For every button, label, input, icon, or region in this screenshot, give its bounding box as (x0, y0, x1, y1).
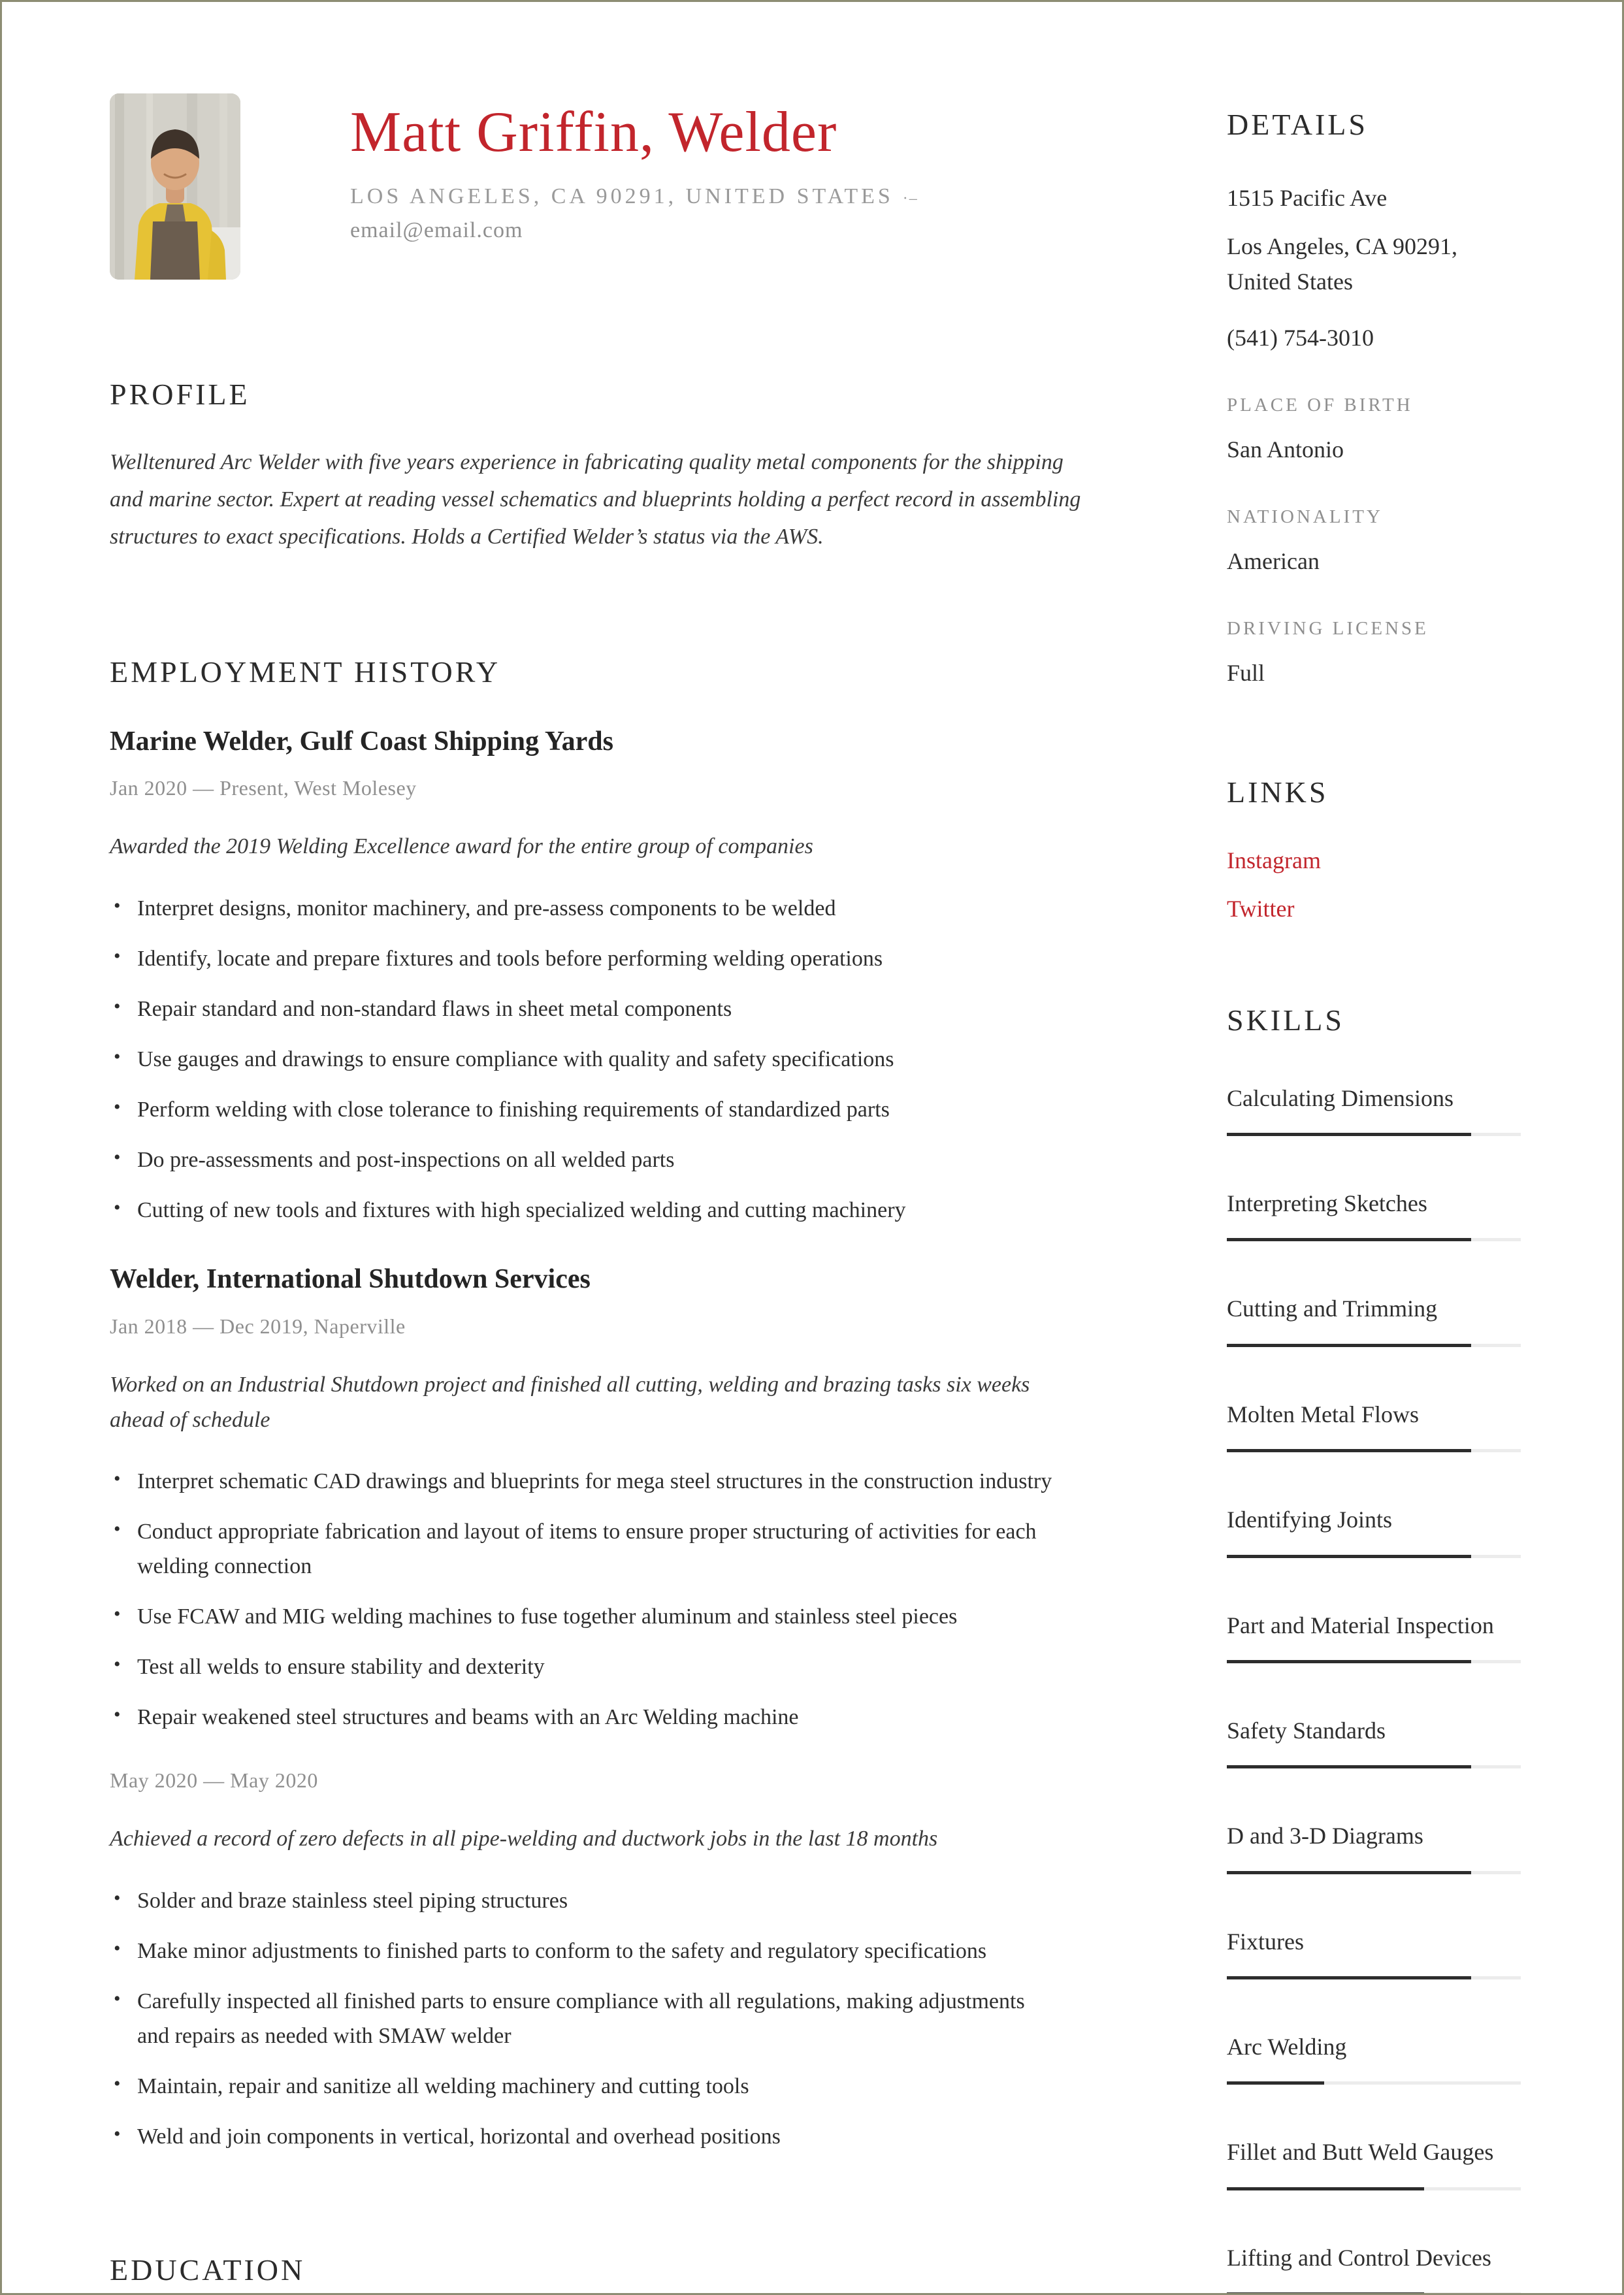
address-line1: 1515 Pacific Ave (1227, 185, 1388, 212)
job-summary: Worked on an Industrial Shutdown project and finished all cutting, welding and brazing tasks six weeks ahead of schedule (110, 1372, 1030, 1432)
phone-number: (541) 754-3010 (1227, 325, 1374, 351)
skill-level-fill (1227, 1555, 1471, 1558)
job-bullet: • Cutting of new tools and fixtures with high specialized welding and cutting machinery (110, 1193, 1057, 1228)
skill-level-fill (1227, 1871, 1471, 1874)
twitter-link[interactable]: Twitter (1227, 896, 1295, 922)
job-bullet: • Interpret designs, monitor machinery, and pre-assess components to be welded (110, 891, 1057, 926)
skill-level-bar (1227, 1133, 1521, 1136)
education-heading: EDUCATION (110, 2253, 306, 2287)
skill-label: Safety Standards (1227, 1717, 1386, 1744)
profile-text: Welltenured Arc Welder with five years experience in fabricating quality metal components for the shipping and marine sector. Expert at reading vessel schematics and blueprints holding a perfect record in assembling structures to exact specifications. Holds a Certified Welder’s status via the AWS. (110, 450, 1081, 549)
job-summary: Achieved a record of zero defects in all pipe-welding and ductwork jobs in the last 18 months (110, 1827, 938, 1851)
job-bullet: • Maintain, repair and sanitize all welding machinery and cutting tools (110, 2069, 1057, 2104)
job-bullet: • Perform welding with close tolerance to finishing requirements of standardized parts (110, 1092, 1057, 1127)
skill-level-bar (1227, 1976, 1521, 1979)
job-date: May 2020 — May 2020 (110, 1768, 318, 1793)
header (110, 2, 1090, 280)
place-of-birth-label: PLACE OF BIRTH (1227, 395, 1413, 416)
address-line2: Los Angeles, CA 90291, United States (1227, 233, 1458, 295)
skill-level-bar (1227, 1344, 1521, 1347)
skill-label: Fixtures (1227, 1928, 1305, 1955)
email-text: email@email.com (350, 218, 523, 242)
location-separator: ·– (902, 189, 918, 207)
header-text (350, 93, 918, 280)
job-date: Jan 2018 — Dec 2019, Naperville (110, 1314, 406, 1338)
skill-level-fill (1227, 2081, 1324, 2085)
skill-level-fill (1227, 1660, 1471, 1663)
job-bullet: • Interpret schematic CAD drawings and blueprints for mega steel structures in the construction industry (110, 1464, 1057, 1499)
skill-level-bar (1227, 1871, 1521, 1874)
skill-level-bar (1227, 1238, 1521, 1241)
sidebar (1227, 2, 1521, 2295)
skill-label: Identifying Joints (1227, 1506, 1392, 1533)
profile-photo (110, 93, 240, 280)
welder-portrait-illustration (110, 93, 240, 280)
job-title: Welder, International Shutdown Services (110, 1263, 591, 1294)
job-date: Jan 2020 — Present, West Molesey (110, 776, 417, 800)
job-title: Marine Welder, Gulf Coast Shipping Yards (110, 726, 613, 757)
job-entry (110, 1768, 1090, 2154)
job-entry (110, 1261, 1090, 1735)
job-bullet: • Conduct appropriate fabrication and layout of items to ensure proper structuring of activities for each welding connection (110, 1514, 1057, 1584)
job-bullet-list (110, 1464, 1057, 1734)
skill-label: Molten Metal Flows (1227, 1401, 1419, 1427)
job-bullet: • Make minor adjustments to finished parts to conform to the safety and regulatory specifications (110, 1934, 1057, 1968)
job-bullet: • Repair weakened steel structures and beams with an Arc Welding machine (110, 1700, 1057, 1734)
skill-label: Calculating Dimensions (1227, 1084, 1453, 1111)
skill-label: D and 3-D Diagrams (1227, 1823, 1423, 1849)
job-bullet-list (110, 891, 1057, 1228)
skill-level-fill (1227, 1133, 1471, 1136)
instagram-link[interactable]: Instagram (1227, 847, 1321, 874)
skill-item (1227, 1714, 1521, 1768)
person-name: Matt Griffin, Welder (350, 101, 837, 164)
skills-list (1227, 1082, 1521, 2295)
job-bullet: • Repair standard and non-standard flaws in sheet metal components (110, 992, 1057, 1026)
job-bullet: • Test all welds to ensure stability and dexterity (110, 1650, 1057, 1684)
skill-level-fill (1227, 1344, 1471, 1347)
skill-level-bar (1227, 1660, 1521, 1663)
skills-heading: SKILLS (1227, 1003, 1344, 1037)
location-line (350, 184, 918, 209)
driving-license-label: DRIVING LICENSE (1227, 618, 1429, 640)
skill-label: Arc Welding (1227, 2034, 1347, 2060)
skill-level-bar (1227, 2081, 1521, 2085)
skill-label: Part and Material Inspection (1227, 1612, 1494, 1638)
main-column (110, 2, 1090, 2288)
skill-level-fill (1227, 1449, 1471, 1452)
links-heading: LINKS (1227, 775, 1329, 809)
skill-level-bar (1227, 1449, 1521, 1452)
skill-label: Cutting and Trimming (1227, 1295, 1438, 1322)
driving-license-value: Full (1227, 660, 1265, 687)
job-bullet: • Weld and join components in vertical, horizontal and overhead positions (110, 2119, 1057, 2154)
profile-heading: PROFILE (110, 378, 250, 411)
skill-label: Interpreting Sketches (1227, 1190, 1427, 1216)
job-bullet: • Do pre-assessments and post-inspections on all welded parts (110, 1143, 1057, 1177)
skill-level-fill (1227, 2292, 1424, 2295)
skill-item (1227, 2241, 1521, 2295)
job-bullet: • Carefully inspected all finished parts to ensure compliance with all regulations, making adjustments and repairs as needed with SMAW welder (110, 1984, 1057, 2053)
skill-level-bar (1227, 1765, 1521, 1768)
job-bullet: • Solder and braze stainless steel piping structures (110, 1883, 1057, 1918)
skill-level-bar (1227, 2187, 1521, 2190)
job-bullet: • Use gauges and drawings to ensure compliance with quality and safety specifications (110, 1042, 1057, 1077)
skill-item (1227, 1503, 1521, 1557)
job-entry (110, 724, 1090, 1228)
skill-label: Fillet and Butt Weld Gauges (1227, 2139, 1494, 2166)
job-summary: Awarded the 2019 Welding Excellence award for the entire group of companies (110, 834, 813, 859)
skill-level-fill (1227, 2187, 1424, 2190)
job-bullet: • Use FCAW and MIG welding machines to fuse together aluminum and stainless steel pieces (110, 1599, 1057, 1634)
details-heading: DETAILS (1227, 108, 1368, 141)
skill-item (1227, 1925, 1521, 1979)
skill-label: Lifting and Control Devices (1227, 2244, 1491, 2271)
skill-item (1227, 2030, 1521, 2085)
employment-history-heading: EMPLOYMENT HISTORY (110, 655, 501, 689)
skill-item (1227, 1187, 1521, 1241)
skill-item (1227, 2136, 1521, 2190)
skill-level-fill (1227, 1238, 1471, 1241)
skill-level-fill (1227, 1976, 1471, 1979)
nationality-label: NATIONALITY (1227, 506, 1383, 528)
skill-item (1227, 1082, 1521, 1136)
skill-item (1227, 1292, 1521, 1346)
location-text: LOS ANGELES, CA 90291, UNITED STATES (350, 184, 894, 208)
skill-level-fill (1227, 1765, 1471, 1768)
skill-level-bar (1227, 1555, 1521, 1558)
place-of-birth-value: San Antonio (1227, 436, 1344, 463)
skill-item (1227, 1819, 1521, 1874)
skill-item (1227, 1609, 1521, 1663)
skill-level-bar (1227, 2292, 1521, 2295)
job-bullet-list (110, 1883, 1057, 2154)
job-bullet: • Identify, locate and prepare fixtures and tools before performing welding operations (110, 941, 1057, 976)
skill-item (1227, 1398, 1521, 1452)
nationality-value: American (1227, 548, 1320, 575)
